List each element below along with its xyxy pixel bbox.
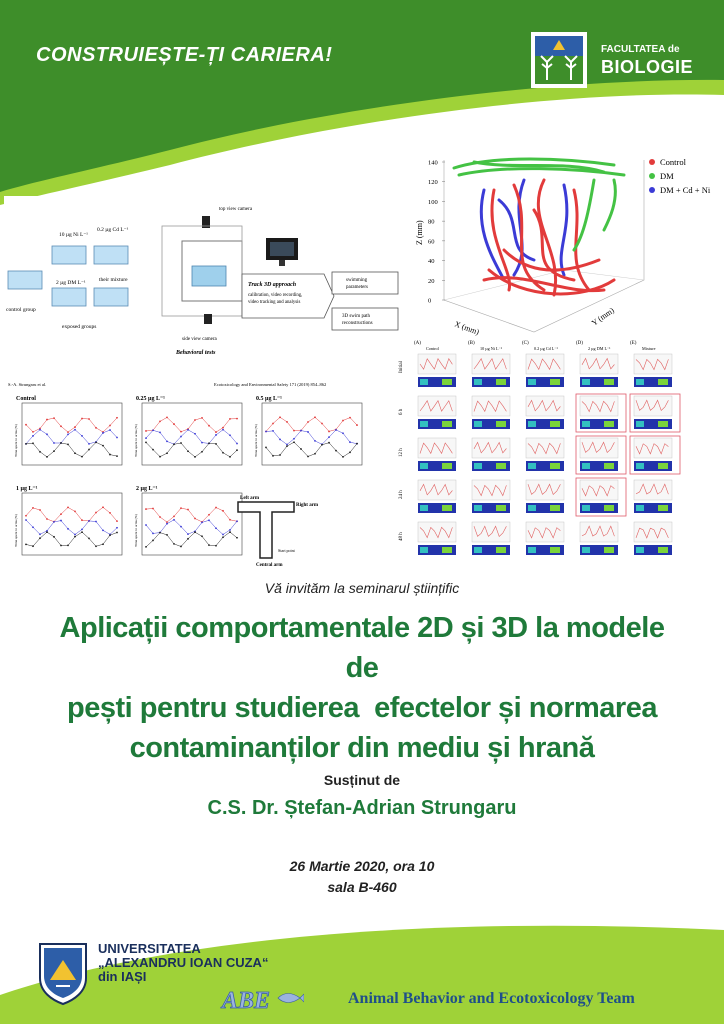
university-name-2: „ALEXANDRU IOAN CUZA“ bbox=[98, 955, 269, 970]
heatmap-cell bbox=[576, 394, 626, 432]
heatmap-cell bbox=[526, 480, 564, 513]
heatmap-column-title: Mixture bbox=[642, 346, 656, 351]
exposed-tanks bbox=[52, 246, 128, 306]
tmaze-panel-frame bbox=[142, 403, 242, 465]
mixture-label: their mixture bbox=[99, 277, 128, 283]
tmaze-panel bbox=[254, 396, 362, 465]
test-tank bbox=[192, 266, 226, 286]
tmaze-series bbox=[26, 442, 117, 457]
heatmap-column-title: Control bbox=[426, 346, 439, 351]
heatmap-cell bbox=[580, 354, 618, 387]
heatmap-row-label: 24 h bbox=[399, 490, 404, 499]
heatmap-cell bbox=[634, 354, 672, 387]
tmaze-panel-frame bbox=[262, 403, 362, 465]
heatmap-cell bbox=[630, 394, 680, 432]
exposed-groups-label: exposed groups bbox=[62, 324, 97, 330]
setup-figure bbox=[4, 196, 404, 364]
heatmap-cell bbox=[418, 354, 456, 387]
z-tick-label: 140 bbox=[428, 159, 438, 167]
heatmap-cell bbox=[634, 480, 672, 513]
track3d-desc-1: calibration, video recording, bbox=[248, 293, 303, 298]
tmaze-series bbox=[146, 508, 237, 523]
z-tick-label: 40 bbox=[428, 258, 435, 266]
heatmap-cell bbox=[472, 396, 510, 429]
heatmap-cell bbox=[630, 436, 680, 474]
heatmap-row-label: 48 h bbox=[399, 532, 404, 541]
z-tick-label: 100 bbox=[428, 198, 438, 206]
heatmap-cell bbox=[580, 522, 618, 555]
right-arm-label: Right arm bbox=[296, 503, 319, 508]
control-group-label: control group bbox=[6, 307, 36, 313]
seminar-title bbox=[40, 608, 684, 768]
heatmap-cell bbox=[472, 522, 510, 555]
tmaze-figure bbox=[4, 380, 376, 568]
tmaze-header-right: Ecotoxicology and Environmental Safety 171 (2019) 854–862 bbox=[214, 382, 327, 387]
track3d-desc-2: video tracking and analysis bbox=[248, 300, 301, 305]
x-axis-label: X (mm) bbox=[453, 319, 481, 337]
title-line-1: Aplicații comportamentale 2D și 3D la modele de bbox=[59, 612, 665, 684]
heatmap-cell bbox=[576, 478, 626, 516]
left-arm-label: Left arm bbox=[240, 496, 260, 501]
faculty-name-small: FACULTATEA de bbox=[601, 44, 680, 55]
conc-cd-label: 0.2 µg Cd L⁻¹ bbox=[97, 227, 129, 233]
heatmap-cell bbox=[472, 480, 510, 513]
legend-dm-cd-ni: DM + Cd + Ni bbox=[660, 185, 711, 195]
control-tank bbox=[8, 271, 42, 289]
tmaze-y-label: Time spent in arms (%) bbox=[134, 424, 138, 457]
tmaze-panel-frame bbox=[22, 403, 122, 465]
tmaze-series bbox=[26, 520, 117, 535]
conc-dm-label: 2 µg DM L⁻¹ bbox=[56, 280, 86, 286]
tmaze-y-label: Time spent in arms (%) bbox=[134, 514, 138, 547]
tmaze-panel bbox=[14, 396, 122, 465]
team-name: Animal Behavior and Ecotoxicology Team bbox=[348, 990, 635, 1007]
heatmap-column-title: 2 µg DM L⁻¹ bbox=[588, 346, 611, 351]
tmaze-panel-title: 1 µg L⁻¹ bbox=[16, 486, 38, 492]
university-name-3: din IAȘI bbox=[98, 969, 147, 984]
heatmap-column-id: (A) bbox=[414, 341, 421, 346]
faculty-name-large: BIOLOGIE bbox=[601, 57, 694, 77]
heatmap-cell bbox=[526, 396, 564, 429]
tmaze-panel-title: 0.5 µg L⁻¹ bbox=[256, 396, 282, 402]
output-1-line-2: parameters bbox=[346, 285, 368, 290]
invitation-text: Vă invităm la seminarul științific bbox=[264, 580, 460, 596]
output-2-line-2: reconstructions bbox=[342, 321, 373, 326]
z-tick-label: 60 bbox=[428, 238, 435, 246]
legend-control: Control bbox=[660, 157, 686, 167]
heatmap-cell bbox=[472, 438, 510, 471]
team-logo bbox=[218, 984, 304, 1014]
z-tick-label: 120 bbox=[428, 179, 438, 187]
heatmap-column-id: (E) bbox=[630, 341, 637, 346]
heatmap-row-label: 6 h bbox=[399, 408, 404, 415]
heatmap-cell bbox=[576, 436, 626, 474]
heatmap-row-label: 12 h bbox=[399, 448, 404, 457]
z-tick-label: 0 bbox=[428, 297, 432, 305]
heatmap-column-id: (B) bbox=[468, 341, 475, 346]
top-camera-label: top view camera bbox=[219, 207, 253, 212]
tmaze-panel bbox=[134, 396, 242, 465]
central-arm-label: Central arm bbox=[256, 563, 283, 568]
heatmap-cell bbox=[418, 480, 456, 513]
track3d-label: Track 3D approach bbox=[248, 282, 297, 288]
side-camera-label: side view camera bbox=[182, 337, 217, 342]
heatmap-cell bbox=[526, 354, 564, 387]
heatmap-column-title: 10 µg Ni L⁻¹ bbox=[480, 346, 503, 351]
heatmap-cell bbox=[526, 438, 564, 471]
presented-by-label: Susținut de bbox=[323, 772, 401, 788]
speaker-name: C.S. Dr. Ștefan-Adrian Strungaru bbox=[207, 797, 517, 819]
start-point-label: Start point bbox=[278, 548, 295, 553]
tmaze-panel-frame bbox=[142, 493, 242, 555]
university-crest-icon bbox=[36, 940, 90, 1006]
output-1-line-1: swimming bbox=[346, 278, 368, 283]
legend-dm: DM bbox=[660, 171, 674, 181]
y-axis-label: Y (mm) bbox=[589, 305, 616, 328]
plot-3d-figure bbox=[414, 150, 720, 340]
tmaze-series bbox=[266, 430, 357, 445]
tmaze-y-label: Time spent in arms (%) bbox=[254, 424, 258, 457]
title-line-3: contaminanților din mediu și hrană bbox=[129, 732, 595, 764]
heatmap-figure bbox=[394, 338, 720, 570]
heatmap-column-id: (C) bbox=[522, 341, 529, 346]
event-room: sala B-460 bbox=[327, 879, 397, 895]
university-name-1: UNIVERSITATEA bbox=[98, 941, 201, 956]
tmaze-panel-title: 2 µg L⁻¹ bbox=[136, 486, 158, 492]
team-logo-text: ABE bbox=[222, 988, 271, 1014]
z-axis-label: Z (mm) bbox=[415, 220, 424, 245]
heatmap-cell bbox=[526, 522, 564, 555]
heatmap-cell bbox=[634, 522, 672, 555]
conc-ni-label: 10 µg Ni L⁻¹ bbox=[59, 232, 88, 238]
fish-icon bbox=[278, 994, 304, 1003]
slogan: CONSTRUIEȘTE-ȚI CARIERA! bbox=[36, 44, 333, 66]
title-line-2: pești pentru studierea efectelor și normarea bbox=[67, 692, 657, 724]
z-tick-label: 20 bbox=[428, 277, 435, 285]
tmaze-panel-title: Control bbox=[16, 396, 36, 402]
tmaze-y-label: Time spent in arms (%) bbox=[14, 514, 18, 547]
heatmap-cell bbox=[472, 354, 510, 387]
tmaze-diagram bbox=[238, 496, 319, 568]
tmaze-series bbox=[146, 442, 237, 457]
tmaze-panel-frame bbox=[22, 493, 122, 555]
heatmap-cell bbox=[418, 396, 456, 429]
behavioral-tests-label: Behavioral tests bbox=[176, 350, 216, 356]
heatmap-column-title: 0.2 µg Cd L⁻¹ bbox=[534, 346, 558, 351]
tmaze-series bbox=[266, 417, 357, 431]
tmaze-y-label: Time spent in arms (%) bbox=[14, 424, 18, 457]
heatmap-cell bbox=[418, 522, 456, 555]
faculty-crest-icon bbox=[529, 30, 589, 90]
event-date: 26 Martie 2020, ora 10 bbox=[289, 858, 435, 874]
tmaze-panel bbox=[14, 486, 122, 555]
z-tick-label: 80 bbox=[428, 218, 435, 226]
tmaze-panel-title: 0.25 µg L⁻¹ bbox=[136, 396, 165, 402]
tmaze-header-left: S.-A. Strungaru et al. bbox=[8, 382, 47, 387]
heatmap-row-label: Initial bbox=[399, 361, 404, 373]
side-camera-icon bbox=[204, 314, 212, 324]
heatmap-column-id: (D) bbox=[576, 341, 583, 346]
tmaze-panel bbox=[134, 486, 242, 555]
heatmap-cell bbox=[418, 438, 456, 471]
output-2-line-1: 3D swim path bbox=[342, 314, 371, 319]
